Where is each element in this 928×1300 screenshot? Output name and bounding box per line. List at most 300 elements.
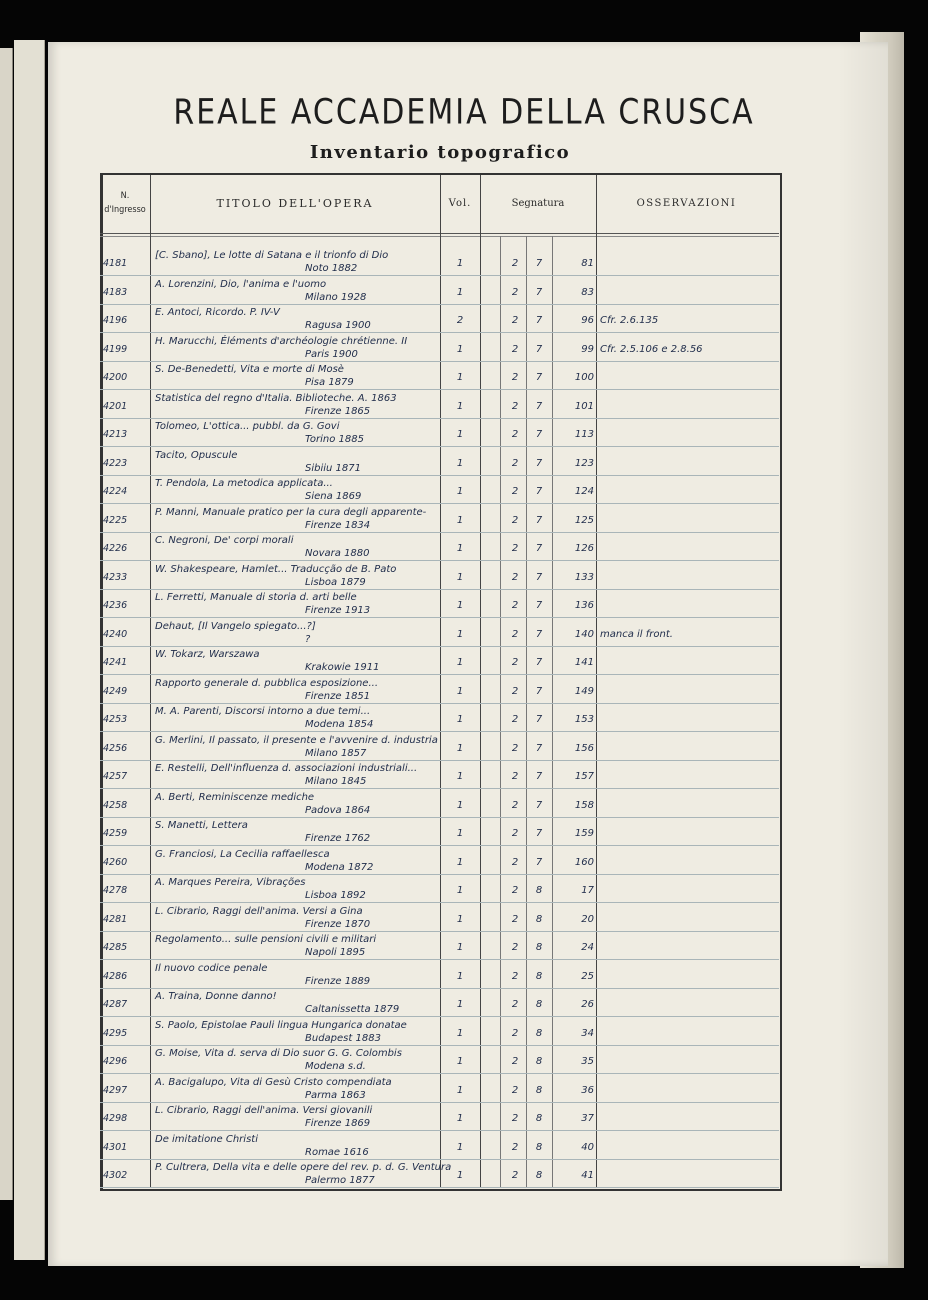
entry-shelfmark-2: 7 (535, 571, 543, 583)
entry-volume: 1 (456, 771, 464, 782)
entry-number: 4297 (103, 1084, 128, 1096)
entry-shelfmark-1: 2 (511, 714, 519, 725)
entry-shelfmark-1: 2 (511, 400, 519, 412)
entry-title: A. Marques Pereira, Vibrações (155, 877, 306, 888)
entry-shelfmark-3: 140 (574, 628, 594, 640)
table-row (100, 645, 779, 675)
entry-title: P. Cultrera, Della vita e delle opere del rev. p. d. G. Ventura (155, 1162, 452, 1173)
table-row (100, 560, 779, 590)
entry-place-date: Ragusa 1900 (305, 320, 371, 331)
entry-title: Statistica del regno d'Italia. Biblioteche. A. 1863 (155, 392, 397, 404)
entry-place-date: Lisboa 1879 (305, 576, 366, 588)
entry-number: 4236 (103, 600, 128, 611)
entry-shelfmark-3: 113 (574, 429, 594, 440)
entry-title-cell (155, 933, 445, 959)
entry-title: L. Ferretti, Manuale di storia d. arti belle (155, 592, 357, 603)
entry-shelfmark-3: 126 (574, 543, 594, 554)
entry-title-cell (155, 648, 445, 674)
entry-shelfmark-2: 8 (535, 913, 543, 925)
entry-number: 4278 (103, 885, 128, 896)
entry-shelfmark-2: 8 (535, 970, 543, 982)
entry-volume: 1 (456, 856, 464, 868)
entry-volume: 1 (456, 286, 464, 298)
entry-shelfmark-3: 40 (581, 1141, 594, 1153)
entry-title-cell (155, 1104, 445, 1130)
table-row (100, 731, 779, 761)
entry-shelfmark-2: 7 (535, 543, 543, 554)
table-row (100, 702, 779, 732)
table-row (100, 417, 779, 447)
entry-shelfmark-2: 7 (535, 343, 543, 355)
entry-title: L. Cibrario, Raggi dell'anima. Versi giovanili (155, 1105, 373, 1116)
entry-shelfmark-1: 2 (511, 429, 519, 440)
entry-title: [C. Sbano], Le lotte di Satana e il trionfo di Dio (155, 250, 389, 261)
entry-title-cell (155, 534, 445, 560)
entry-volume: 1 (456, 258, 464, 269)
entry-shelfmark-2: 7 (535, 828, 543, 839)
entry-shelfmark-1: 2 (511, 828, 519, 839)
table-row (100, 1158, 779, 1188)
entry-shelfmark-1: 2 (511, 685, 519, 697)
entry-title: E. Restelli, Dell'influenza d. associazioni industriali... (155, 763, 418, 774)
entry-number: 4181 (103, 258, 128, 269)
entry-title-cell (155, 876, 445, 902)
entry-volume: 1 (456, 742, 464, 754)
entry-volume: 1 (456, 429, 464, 440)
entry-number: 4285 (103, 942, 128, 953)
entry-shelfmark-3: 26 (581, 999, 594, 1010)
entry-volume: 1 (456, 514, 464, 526)
entry-volume: 1 (456, 885, 464, 896)
entry-place-date: Lisboa 1892 (305, 890, 366, 901)
entry-volume: 1 (456, 685, 464, 697)
entry-title-cell (155, 591, 445, 617)
entry-shelfmark-1: 2 (511, 913, 519, 925)
entry-shelfmark-1: 2 (511, 315, 519, 326)
entry-number: 4302 (103, 1170, 128, 1181)
entry-place-date: Milano 1845 (305, 776, 367, 787)
table-row (100, 1044, 779, 1074)
entry-volume: 1 (456, 913, 464, 925)
entry-number: 4226 (103, 543, 128, 554)
table-row (100, 303, 779, 333)
entry-shelfmark-3: 100 (574, 372, 594, 383)
entry-volume: 1 (456, 628, 464, 640)
entry-number: 4258 (103, 799, 128, 811)
entry-shelfmark-3: 101 (574, 400, 594, 412)
table-row (100, 987, 779, 1017)
entry-shelfmark-2: 7 (535, 514, 543, 526)
entry-title-cell (155, 392, 445, 418)
entry-volume: 1 (456, 1113, 464, 1124)
entry-volume: 2 (456, 315, 464, 326)
col-header-vol: Vol. (448, 197, 472, 209)
entry-shelfmark-1: 2 (511, 799, 519, 811)
entry-shelfmark-2: 8 (535, 1084, 543, 1096)
entry-shelfmark-2: 8 (535, 942, 543, 953)
entry-title: G. Merlini, Il passato, il presente e l'avvenire d. industria (155, 734, 438, 746)
entry-shelfmark-2: 7 (535, 315, 543, 326)
col-header-segnatura: Segnatura (511, 197, 565, 209)
entry-title-cell (155, 278, 445, 304)
entry-volume: 1 (456, 970, 464, 982)
entry-place-date: Firenze 1865 (305, 405, 371, 417)
table-row (100, 503, 779, 533)
entry-title-cell (155, 563, 445, 589)
entry-title-cell (155, 1019, 445, 1045)
entry-shelfmark-3: 160 (574, 856, 594, 868)
entry-shelfmark-1: 2 (511, 286, 519, 298)
entry-title: E. Antoci, Ricordo. P. IV-V (155, 307, 280, 318)
table-row (100, 816, 779, 846)
entry-place-date: ? (305, 633, 311, 645)
table-row (100, 1016, 779, 1046)
entry-number: 4281 (103, 913, 128, 925)
entry-number: 4249 (103, 685, 128, 697)
entry-shelfmark-3: 24 (581, 942, 594, 953)
entry-place-date: Firenze 1762 (305, 833, 371, 844)
entry-title-cell (155, 249, 445, 275)
entry-number: 4295 (103, 1027, 128, 1039)
entry-volume: 1 (456, 1056, 464, 1067)
entry-number: 4253 (103, 714, 128, 725)
table-row (100, 446, 779, 476)
entry-shelfmark-3: 159 (574, 828, 594, 839)
table-row (100, 275, 779, 305)
entry-number: 4260 (103, 856, 128, 868)
entry-title-cell (155, 734, 445, 760)
entry-volume: 1 (456, 600, 464, 611)
entry-shelfmark-3: 156 (574, 742, 594, 754)
col-header-osservazioni: OSSERVAZIONI (636, 197, 737, 209)
entry-title: W. Shakespeare, Hamlet... Traducção de B. Pato (155, 563, 397, 575)
entry-place-date: Paris 1900 (305, 348, 358, 360)
entry-number: 4213 (103, 429, 128, 440)
page-stack-left (0, 48, 13, 1200)
table-row (100, 845, 779, 875)
entry-title-cell (155, 1047, 445, 1073)
table-row (100, 959, 779, 989)
entry-shelfmark-1: 2 (511, 657, 519, 668)
entry-place-date: Modena 1854 (305, 719, 374, 730)
entry-title: M. A. Parenti, Discorsi intorno a due temi... (155, 706, 371, 717)
entry-volume: 1 (456, 1141, 464, 1153)
entry-number: 4286 (103, 970, 128, 982)
entry-title-cell (155, 705, 445, 731)
entry-title: A. Traina, Donne danno! (155, 991, 277, 1002)
entry-shelfmark-1: 2 (511, 1141, 519, 1153)
entry-shelfmark-3: 34 (581, 1027, 594, 1039)
entry-shelfmark-2: 7 (535, 429, 543, 440)
entry-title-cell (155, 449, 445, 475)
entry-shelfmark-1: 2 (511, 486, 519, 497)
entry-title: De imitatione Christi (155, 1133, 258, 1145)
entry-shelfmark-1: 2 (511, 628, 519, 640)
entry-title-cell (155, 819, 445, 845)
table-row (100, 674, 779, 704)
entry-place-date: Siena 1869 (305, 491, 362, 502)
entry-volume: 1 (456, 942, 464, 953)
entry-shelfmark-3: 17 (581, 885, 594, 896)
entry-volume: 1 (456, 486, 464, 497)
entry-title-cell (155, 363, 445, 389)
entry-shelfmark-3: 25 (581, 970, 594, 982)
entry-shelfmark-1: 2 (511, 942, 519, 953)
entry-place-date: Firenze 1851 (305, 690, 371, 702)
entry-shelfmark-1: 2 (511, 1084, 519, 1096)
entry-number: 4233 (103, 571, 128, 583)
entry-shelfmark-2: 8 (535, 1113, 543, 1124)
entry-shelfmark-2: 7 (535, 714, 543, 725)
entry-place-date: Krakowie 1911 (305, 662, 380, 673)
entry-volume: 1 (456, 828, 464, 839)
entry-shelfmark-1: 2 (511, 258, 519, 269)
entry-shelfmark-3: 141 (574, 657, 594, 668)
entry-shelfmark-3: 35 (581, 1056, 594, 1067)
entry-volume: 1 (456, 657, 464, 668)
table-row (100, 332, 779, 362)
entry-number: 4200 (103, 372, 128, 383)
entry-title-cell (155, 905, 445, 931)
entry-shelfmark-2: 7 (535, 685, 543, 697)
entry-shelfmark-2: 8 (535, 1056, 543, 1067)
entry-shelfmark-3: 20 (581, 913, 594, 925)
entry-number: 4196 (103, 315, 128, 326)
entry-shelfmark-2: 7 (535, 486, 543, 497)
table-row (100, 759, 779, 789)
entry-number: 4256 (103, 742, 128, 754)
entry-title-cell (155, 990, 445, 1016)
entry-shelfmark-3: 96 (581, 315, 594, 326)
entry-shelfmark-1: 2 (511, 1056, 519, 1067)
table-row (100, 1101, 779, 1131)
entry-title: S. Manetti, Lettera (155, 820, 248, 831)
entry-number: 4296 (103, 1056, 128, 1067)
entry-place-date: Palermo 1877 (305, 1175, 375, 1186)
entry-title: H. Marucchi, Éléments d'archéologie chrétienne. II (155, 335, 408, 347)
entry-shelfmark-2: 7 (535, 856, 543, 868)
entry-shelfmark-3: 81 (581, 258, 594, 269)
entry-title-cell (155, 791, 445, 817)
table-row (100, 902, 779, 932)
entry-observation: Cfr. 2.5.106 e 2.8.56 (600, 343, 703, 355)
entry-title-cell (155, 962, 445, 988)
entry-shelfmark-2: 7 (535, 372, 543, 383)
entry-shelfmark-2: 7 (535, 771, 543, 782)
entry-place-date: Sibiiu 1871 (305, 462, 361, 474)
table-row (100, 360, 779, 390)
entry-number: 4240 (103, 628, 128, 640)
entry-place-date: Noto 1882 (305, 263, 358, 274)
entry-title-cell (155, 620, 445, 646)
entry-shelfmark-3: 123 (574, 457, 594, 469)
entry-shelfmark-2: 7 (535, 628, 543, 640)
entry-shelfmark-1: 2 (511, 856, 519, 868)
entry-title-cell (155, 1133, 445, 1159)
entry-place-date: Milano 1857 (305, 747, 367, 759)
entry-observation: Cfr. 2.6.135 (600, 315, 659, 326)
entry-place-date: Parma 1863 (305, 1089, 366, 1101)
entry-title: A. Bacigalupo, Vita di Gesù Cristo compendiata (155, 1076, 392, 1088)
entry-place-date: Budapest 1883 (305, 1032, 381, 1044)
entry-shelfmark-1: 2 (511, 514, 519, 526)
entry-title: A. Berti, Reminiscenze mediche (155, 791, 315, 803)
entry-number: 4201 (103, 400, 128, 412)
page-stack-left-inner (14, 40, 45, 1260)
entry-number: 4225 (103, 514, 128, 526)
table-row (100, 474, 779, 504)
entry-shelfmark-1: 2 (511, 372, 519, 383)
entry-volume: 1 (456, 571, 464, 583)
table-row (100, 1073, 779, 1103)
entry-volume: 1 (456, 1084, 464, 1096)
entry-shelfmark-2: 7 (535, 400, 543, 412)
entry-shelfmark-3: 41 (581, 1170, 594, 1181)
table-row (100, 617, 779, 647)
entry-volume: 1 (456, 343, 464, 355)
entry-place-date: Romae 1616 (305, 1146, 369, 1158)
table-row (100, 873, 779, 903)
entry-shelfmark-2: 7 (535, 286, 543, 298)
entry-observation: manca il front. (600, 628, 673, 640)
entry-title: Tacito, Opuscule (155, 449, 238, 461)
entry-volume: 1 (456, 799, 464, 811)
entry-number: 4183 (103, 286, 128, 298)
table-row (100, 930, 779, 960)
entry-title-cell (155, 477, 445, 503)
entry-shelfmark-2: 8 (535, 1141, 543, 1153)
table-row (100, 531, 779, 561)
entry-place-date: Novara 1880 (305, 548, 370, 559)
entry-title: Rapporto generale d. pubblica esposizione... (155, 677, 378, 689)
entry-shelfmark-1: 2 (511, 543, 519, 554)
entry-place-date: Firenze 1869 (305, 1118, 371, 1129)
page-title: REALE ACCADEMIA DELLA CRUSCA (173, 92, 755, 133)
entry-title: S. Paolo, Epistolae Pauli lingua Hungarica donatae (155, 1019, 407, 1031)
entry-shelfmark-2: 7 (535, 799, 543, 811)
entry-shelfmark-1: 2 (511, 742, 519, 754)
entry-shelfmark-1: 2 (511, 999, 519, 1010)
entry-volume: 1 (456, 999, 464, 1010)
entry-number: 4287 (103, 999, 128, 1010)
col-header-title: TITOLO DELL'OPERA (216, 196, 374, 210)
entry-shelfmark-3: 153 (574, 714, 594, 725)
entry-shelfmark-2: 7 (535, 258, 543, 269)
entry-place-date: Torino 1885 (305, 434, 364, 445)
entry-volume: 1 (456, 1027, 464, 1039)
entry-shelfmark-1: 2 (511, 1113, 519, 1124)
entry-volume: 1 (456, 1170, 464, 1181)
page-subtitle: Inventario topografico (309, 142, 571, 163)
entry-title: L. Cibrario, Raggi dell'anima. Versi a Gina (155, 905, 363, 917)
entry-shelfmark-2: 8 (535, 885, 543, 896)
entry-number: 4257 (103, 771, 128, 782)
entry-volume: 1 (456, 714, 464, 725)
entry-title: W. Tokarz, Warszawa (155, 649, 260, 660)
entry-shelfmark-2: 8 (535, 999, 543, 1010)
entry-title-cell (155, 420, 445, 446)
entry-shelfmark-2: 7 (535, 742, 543, 754)
col-header-number (100, 173, 150, 233)
col-header-number-line1: N. (120, 191, 130, 201)
entry-title: Dehaut, [Il Vangelo spiegato...?] (155, 620, 316, 632)
entry-title-cell (155, 1161, 452, 1187)
entry-title-cell (155, 848, 445, 874)
table-row (100, 588, 779, 618)
entry-shelfmark-2: 7 (535, 457, 543, 469)
table-row (100, 246, 779, 276)
entry-shelfmark-3: 133 (574, 571, 594, 583)
page-fold-shadow (838, 42, 888, 1266)
entry-place-date: Padova 1864 (305, 804, 371, 816)
entry-shelfmark-1: 2 (511, 1027, 519, 1039)
entry-number: 4199 (103, 343, 128, 355)
entry-volume: 1 (456, 400, 464, 412)
entry-place-date: Caltanissetta 1879 (305, 1004, 400, 1015)
entry-place-date: Napoli 1895 (305, 947, 366, 958)
col-header-number-line2: d'Ingresso (104, 205, 146, 215)
entry-volume: 1 (456, 372, 464, 383)
entry-shelfmark-1: 2 (511, 771, 519, 782)
entry-shelfmark-3: 37 (581, 1113, 594, 1124)
entry-title-cell (155, 306, 445, 332)
entry-title: C. Negroni, De' corpi morali (155, 535, 294, 546)
table-row (100, 389, 779, 419)
table-row (100, 788, 779, 818)
entry-title: Il nuovo codice penale (155, 962, 268, 974)
entry-title: Tolomeo, L'ottica... pubbl. da G. Govi (155, 421, 340, 432)
entry-place-date: Firenze 1913 (305, 605, 371, 616)
entry-shelfmark-3: 124 (574, 486, 594, 497)
entry-number: 4224 (103, 486, 128, 497)
entry-title-cell (155, 506, 445, 532)
entry-shelfmark-2: 8 (535, 1027, 543, 1039)
entry-shelfmark-3: 99 (581, 343, 594, 355)
entry-shelfmark-1: 2 (511, 885, 519, 896)
entry-shelfmark-3: 149 (574, 685, 594, 697)
entry-shelfmark-2: 7 (535, 600, 543, 611)
entry-place-date: Modena 1872 (305, 861, 374, 873)
entry-shelfmark-1: 2 (511, 571, 519, 583)
entry-shelfmark-2: 8 (535, 1170, 543, 1181)
entry-title: G. Moise, Vita d. serva di Dio suor G. G. Colombis (155, 1048, 402, 1059)
entry-shelfmark-1: 2 (511, 600, 519, 611)
entry-place-date: Pisa 1879 (305, 377, 354, 388)
entry-shelfmark-3: 36 (581, 1084, 594, 1096)
entry-place-date: Modena s.d. (305, 1061, 366, 1072)
entry-volume: 1 (456, 457, 464, 469)
entry-title: T. Pendola, La metodica applicata... (155, 478, 333, 489)
entry-place-date: Firenze 1870 (305, 918, 371, 930)
entry-place-date: Firenze 1889 (305, 975, 371, 987)
entry-number: 4298 (103, 1113, 128, 1124)
entry-title: G. Franciosi, La Cecilia raffaellesca (155, 848, 330, 860)
entry-title-cell (155, 762, 445, 788)
entry-shelfmark-2: 7 (535, 657, 543, 668)
entry-place-date: Firenze 1834 (305, 519, 371, 531)
entry-shelfmark-1: 2 (511, 343, 519, 355)
entry-shelfmark-3: 83 (581, 286, 594, 298)
entry-title-cell (155, 677, 445, 703)
entry-number: 4241 (103, 657, 128, 668)
entry-shelfmark-1: 2 (511, 457, 519, 469)
entry-number: 4301 (103, 1141, 128, 1153)
entry-volume: 1 (456, 543, 464, 554)
entry-title: Regolamento... sulle pensioni civili e militari (155, 934, 377, 945)
entry-number: 4223 (103, 457, 128, 469)
entry-shelfmark-3: 125 (574, 514, 594, 526)
entry-title: P. Manni, Manuale pratico per la cura degli apparente- (155, 506, 427, 518)
